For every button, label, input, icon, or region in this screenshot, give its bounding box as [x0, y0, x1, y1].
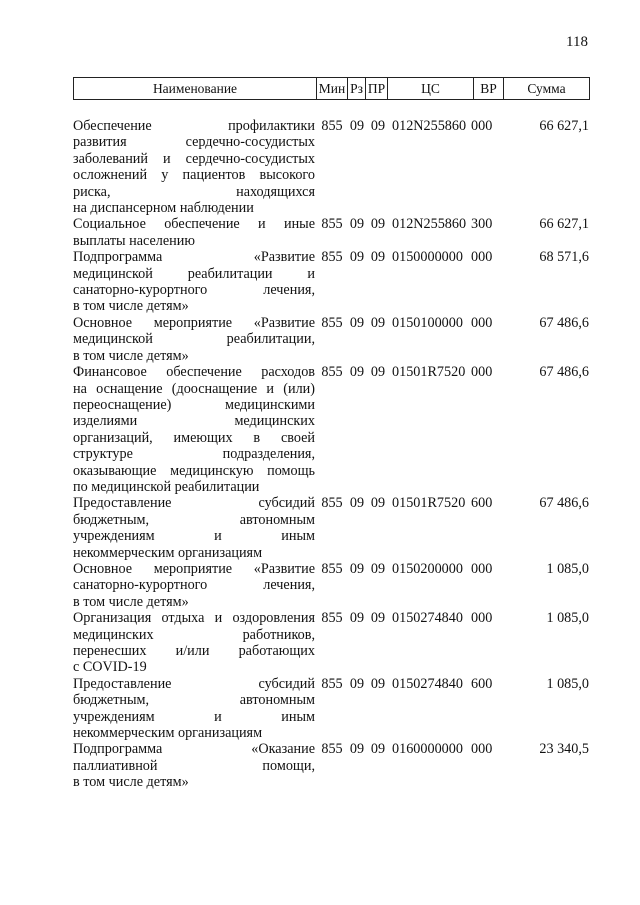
row-name-line: на оснащение (дооснащение и (или): [73, 380, 315, 397]
row-pr: 09: [370, 314, 386, 331]
row-name-line: Социальное обеспечение и иные: [73, 216, 315, 233]
row-pr: 09: [370, 675, 386, 692]
row-rz: 09: [349, 364, 365, 381]
row-sum: 67 486,6: [539, 495, 589, 512]
row-vr: 600: [471, 495, 493, 512]
row-name-line: изделиями медицинских: [73, 413, 315, 430]
row-name: [73, 741, 317, 790]
row-min: 855: [321, 560, 343, 577]
row-cs: 0150100000: [392, 314, 463, 331]
table-row: [73, 118, 589, 216]
row-name-line: переоснащение) медицинскими: [73, 396, 315, 413]
row-sum: 1 085,0: [546, 560, 589, 577]
row-name: [73, 216, 317, 249]
row-name-line: медицинской реабилитации,: [73, 331, 315, 348]
row-name-line: медицинской реабилитации и: [73, 265, 315, 282]
row-sum: 66 627,1: [539, 216, 589, 233]
row-pr: 09: [370, 741, 386, 758]
row-name-line: перенесших и/или работающих: [73, 643, 315, 659]
table-row: [73, 741, 589, 790]
row-pr: 09: [370, 560, 386, 577]
table-row: [73, 561, 589, 610]
row-sum: 66 627,1: [539, 118, 589, 134]
row-name-line: санаторно-курортного лечения,: [73, 282, 315, 299]
row-sum: 67 486,6: [539, 314, 589, 331]
row-name-line: оказывающие медицинскую помощь: [73, 462, 315, 479]
row-sum: 68 571,6: [539, 249, 589, 266]
table-row: [73, 364, 589, 495]
row-cs: 012N255860: [392, 118, 467, 134]
row-min: 855: [321, 314, 343, 331]
row-name: [73, 495, 317, 561]
row-name: [73, 249, 317, 315]
row-min: 855: [321, 610, 343, 627]
row-name-line: некоммерческим организациям: [73, 725, 263, 742]
row-name-line: Подпрограмма «Оказание: [73, 741, 315, 758]
row-name-line: бюджетным, автономным: [73, 692, 315, 709]
row-name-line: учреждениям и иным: [73, 528, 315, 545]
row-name: [73, 364, 317, 495]
row-name-line: санаторно-курортного лечения,: [73, 577, 315, 594]
header-rz: Рз: [348, 78, 366, 100]
table-row: [73, 676, 589, 742]
header-pr: ПР: [366, 78, 388, 100]
row-name-line: выплаты населению: [73, 232, 195, 249]
row-rz: 09: [349, 314, 365, 331]
row-min: 855: [321, 249, 343, 266]
row-name-line: Организация отдыха и оздоровления: [73, 610, 315, 627]
row-pr: 09: [370, 216, 386, 233]
row-min: 855: [321, 675, 343, 692]
row-name-line: Основное мероприятие «Развитие: [73, 560, 315, 577]
table-row: [73, 610, 589, 676]
row-min: 855: [321, 118, 343, 134]
table-header: [73, 77, 590, 100]
row-name-line: организаций, имеющих в своей: [73, 429, 315, 446]
row-cs: 0160000000: [392, 741, 463, 758]
row-name: [73, 315, 317, 364]
row-rz: 09: [349, 675, 365, 692]
row-name-line: риска, находящихся: [73, 183, 315, 200]
row-vr: 000: [471, 118, 493, 134]
row-vr: 600: [471, 675, 493, 692]
row-name-line: по медицинской реабилитации: [73, 478, 260, 495]
row-rz: 09: [349, 560, 365, 577]
table-row: [73, 495, 589, 561]
row-rz: 09: [349, 610, 365, 627]
row-min: 855: [321, 364, 343, 381]
row-pr: 09: [370, 364, 386, 381]
row-rz: 09: [349, 249, 365, 266]
row-name-line: Предоставление субсидий: [73, 675, 315, 692]
row-sum: 1 085,0: [546, 675, 589, 692]
table-row: [73, 216, 589, 249]
row-cs: 012N255860: [392, 216, 467, 233]
row-sum: 23 340,5: [539, 741, 589, 758]
row-vr: 000: [471, 249, 493, 266]
row-min: 855: [321, 216, 343, 233]
row-name-line: медицинских работников,: [73, 626, 315, 643]
row-pr: 09: [370, 249, 386, 266]
header-name: Наименование: [74, 78, 317, 100]
row-rz: 09: [349, 741, 365, 758]
row-name: [73, 610, 317, 676]
table-row: [73, 315, 589, 364]
row-name-line: в том числе детям»: [73, 347, 189, 364]
row-name: [73, 561, 317, 610]
row-name-line: бюджетным, автономным: [73, 511, 315, 528]
row-name-line: заболеваний и сердечно-сосудистых: [73, 150, 315, 167]
row-name-line: паллиативной помощи,: [73, 757, 315, 774]
row-cs: 0150274840: [392, 610, 463, 627]
row-pr: 09: [370, 118, 386, 134]
row-sum: 67 486,6: [539, 364, 589, 381]
row-cs: 0150274840: [392, 675, 463, 692]
row-min: 855: [321, 741, 343, 758]
header-vr: ВР: [474, 78, 504, 100]
row-vr: 000: [471, 741, 493, 758]
row-name: [73, 676, 317, 742]
row-sum: 1 085,0: [546, 610, 589, 627]
row-cs: 01501R7520: [392, 495, 466, 512]
header-min: Мин: [317, 78, 348, 100]
row-name-line: Обеспечение профилактики: [73, 118, 315, 134]
row-name-line: на диспансерном наблюдении: [73, 200, 254, 217]
row-cs: 01501R7520: [392, 364, 466, 381]
row-vr: 000: [471, 560, 493, 577]
row-name-line: в том числе детям»: [73, 774, 189, 791]
row-cs: 0150000000: [392, 249, 463, 266]
row-name-line: Предоставление субсидий: [73, 495, 315, 512]
page-number: 118: [566, 34, 588, 50]
row-name-line: структуре подразделения,: [73, 446, 315, 463]
row-rz: 09: [349, 118, 365, 134]
row-name-line: в том числе детям»: [73, 593, 189, 610]
row-name-line: с COVID-19: [73, 659, 147, 676]
row-vr: 000: [471, 314, 493, 331]
row-min: 855: [321, 495, 343, 512]
row-vr: 000: [471, 364, 493, 381]
row-name-line: осложнений у пациентов высокого: [73, 167, 315, 184]
row-name-line: некоммерческим организациям: [73, 544, 263, 561]
row-name-line: учреждениям и иным: [73, 708, 315, 725]
table-row: [73, 249, 589, 315]
row-name-line: в том числе детям»: [73, 298, 189, 315]
row-vr: 300: [471, 216, 493, 233]
row-rz: 09: [349, 495, 365, 512]
row-name-line: Подпрограмма «Развитие: [73, 249, 315, 266]
row-pr: 09: [370, 610, 386, 627]
row-name-line: Основное мероприятие «Развитие: [73, 314, 315, 331]
row-cs: 0150200000: [392, 560, 463, 577]
row-pr: 09: [370, 495, 386, 512]
table-body: [73, 118, 589, 791]
header-cs: ЦС: [388, 78, 474, 100]
header-sum: Сумма: [504, 78, 590, 100]
row-name-line: Финансовое обеспечение расходов: [73, 364, 315, 381]
row-rz: 09: [349, 216, 365, 233]
row-vr: 000: [471, 610, 493, 627]
row-name: [73, 118, 317, 216]
row-name-line: развития сердечно-сосудистых: [73, 134, 315, 151]
